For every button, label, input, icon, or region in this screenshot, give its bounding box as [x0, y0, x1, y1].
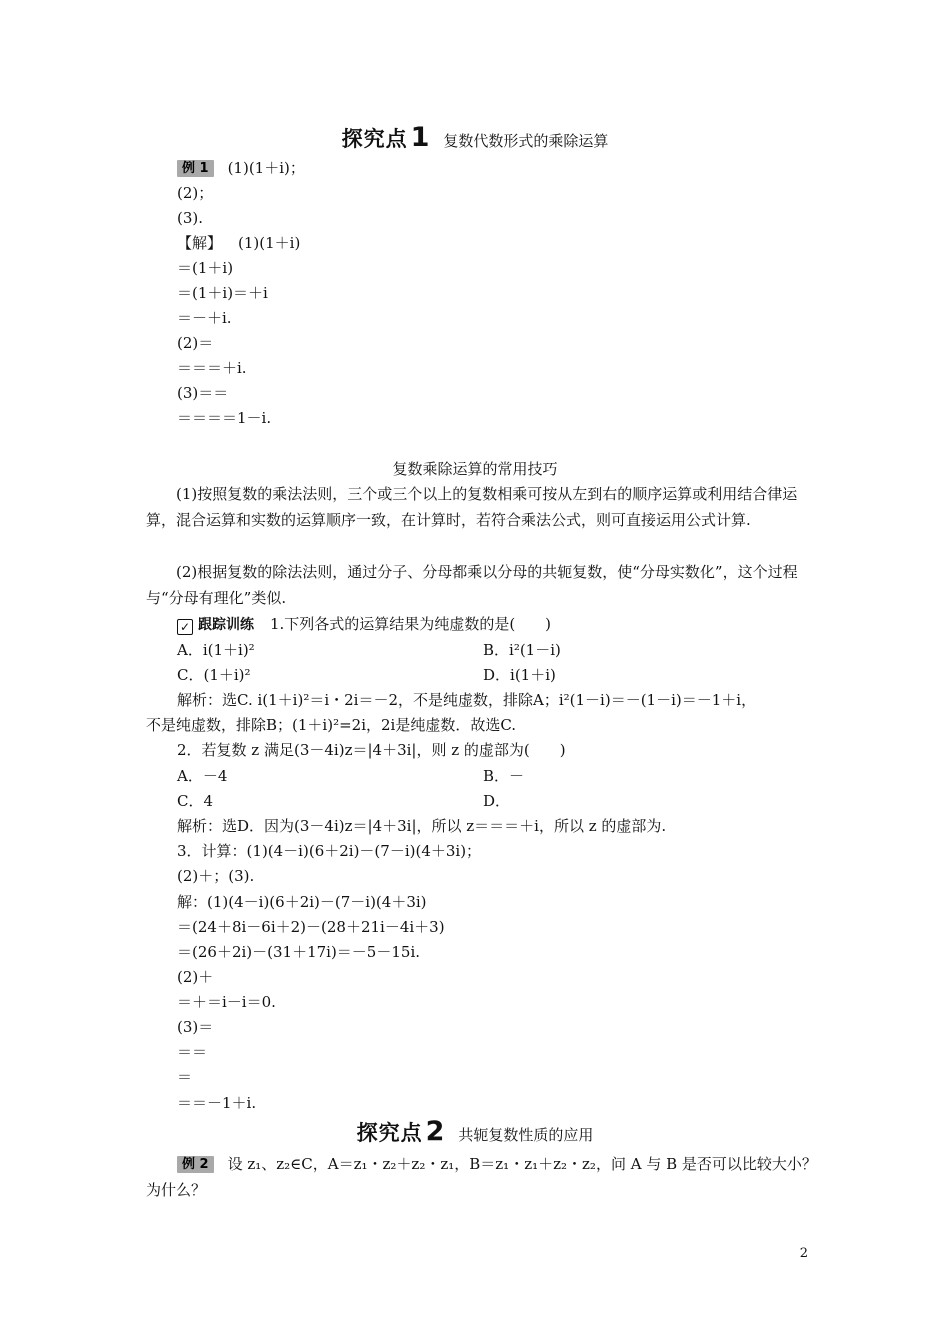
solution-label: 【解】	[177, 234, 223, 252]
checkmark-icon: ✓	[177, 619, 193, 635]
q2-option-c: C．4	[177, 792, 214, 810]
q3-stem: 3．计算：(1)(4－i)(6＋2i)－(7－i)(4＋3i)；	[177, 842, 482, 860]
example-1-line-2: (2)；	[177, 184, 214, 202]
solution-line-8: ＝＝＝＝1－i.	[177, 409, 272, 427]
q2-analysis: 解析：选D．因为(3－4i)z＝|4＋3i|，所以 z＝＝＝＋i，所以 z 的虚部为.	[177, 817, 667, 835]
q3-solution-line-8: ＝	[177, 1068, 193, 1086]
q3-solution-line-3: ＝(26＋2i)－(31＋17i)＝－5－15i.	[177, 943, 421, 961]
q3-solution-line-4: (2)＋	[177, 968, 214, 986]
q2-option-b: B．－	[483, 767, 525, 785]
example-2-line-1	[177, 1154, 817, 1174]
section-1-label: 探究点	[341, 127, 408, 151]
page-number: 2	[799, 1246, 808, 1261]
example-2-badge: 例 2	[177, 1156, 214, 1173]
q1-analysis-line-1: 解析：选C. i(1＋i)²＝i・2i＝－2，不是纯虚数，排除A；i²(1－i)＝－(1－i)＝－1＋i，	[177, 691, 757, 709]
solution-line-2: ＝(1＋i)	[177, 259, 234, 277]
solution-line-3: ＝(1＋i)＝＋i	[177, 284, 268, 302]
q3-solution-line-9: ＝＝－1＋i.	[177, 1094, 257, 1112]
q3-solution-line-6: (3)＝	[177, 1018, 214, 1036]
example-2-text: 设 z₁、z₂∈C，A＝z₁・z₂＋z₂・z₁，B＝z₁・z₁＋z₂・z₂，问 A 与 B 是否可以比较大小？	[227, 1155, 817, 1173]
example-1-solution-head	[177, 233, 300, 253]
section-2-label: 探究点	[356, 1121, 423, 1145]
q1-analysis-line-2: 不是纯虚数，排除B；(1＋i)²=2i，2i是纯虚数．故选C.	[146, 716, 517, 734]
q3-solution-line-7: ＝＝	[177, 1043, 208, 1061]
section-1-number: 1	[410, 122, 430, 153]
example-1-badge: 例 1	[177, 160, 214, 177]
q2-option-d: D．	[483, 792, 511, 810]
section-2-heading	[0, 1116, 950, 1147]
q1-option-b: B．i²(1－i)	[483, 641, 561, 659]
section-1-heading	[0, 122, 950, 153]
example-2-line-2: 为什么？	[146, 1181, 207, 1199]
section-1-title: 复数代数形式的乘除运算	[443, 132, 609, 150]
solution-line-7: (3)＝＝	[177, 384, 229, 402]
q1-option-c: C．(1＋i)²	[177, 666, 251, 684]
q3-solution-line-1: 解：(1)(4－i)(6＋2i)－(7－i)(4＋3i)	[177, 893, 427, 911]
tips-paragraph-1: (1)按照复数的乘法法则，三个或三个以上的复数相乘可按从左到右的顺序运算或利用结合律运算，混合运算和实数的运算顺序一致，在计算时，若符合乘法公式，则可直接运用公式计算.	[146, 485, 798, 529]
q2-option-a: A．－4	[177, 767, 228, 785]
tips-paragraph-2: (2)根据复数的除法法则，通过分子、分母都乘以分母的共轭复数，使“分母实数化”，这个过程与“分母有理化”类似.	[146, 563, 798, 607]
q3-solution-line-5: ＝＋＝i－i＝0.	[177, 993, 276, 1011]
training-q1-stem-line	[177, 614, 551, 635]
solution-line-5: (2)＝	[177, 334, 214, 352]
training-label: ✓ 跟踪训练	[177, 615, 254, 635]
q1-option-a: A．i(1＋i)²	[177, 641, 255, 659]
example-1-part-1: (1)(1＋i)；	[227, 159, 305, 177]
q1-stem: 1.下列各式的运算结果为纯虚数的是( )	[270, 615, 552, 633]
solution-line-4: ＝－＋i.	[177, 309, 232, 327]
tips-title: 复数乘除运算的常用技巧	[392, 460, 558, 478]
section-2-number: 2	[425, 1116, 445, 1147]
solution-line-1: (1)(1＋i)	[238, 234, 301, 252]
q2-stem: 2．若复数 z 满足(3－4i)z＝|4＋3i|，则 z 的虚部为( )	[177, 741, 566, 759]
example-1-line-3: (3).	[177, 209, 204, 227]
section-2-title: 共轭复数性质的应用	[458, 1126, 594, 1144]
solution-line-6: ＝＝＝＋i.	[177, 359, 247, 377]
q3-solution-line-2: ＝(24＋8i－6i＋2)－(28＋21i－4i＋3)	[177, 918, 445, 936]
example-1-line-1	[177, 158, 305, 178]
q3-stem-2: (2)＋；(3).	[177, 867, 255, 885]
q1-option-d: D．i(1＋i)	[483, 666, 556, 684]
